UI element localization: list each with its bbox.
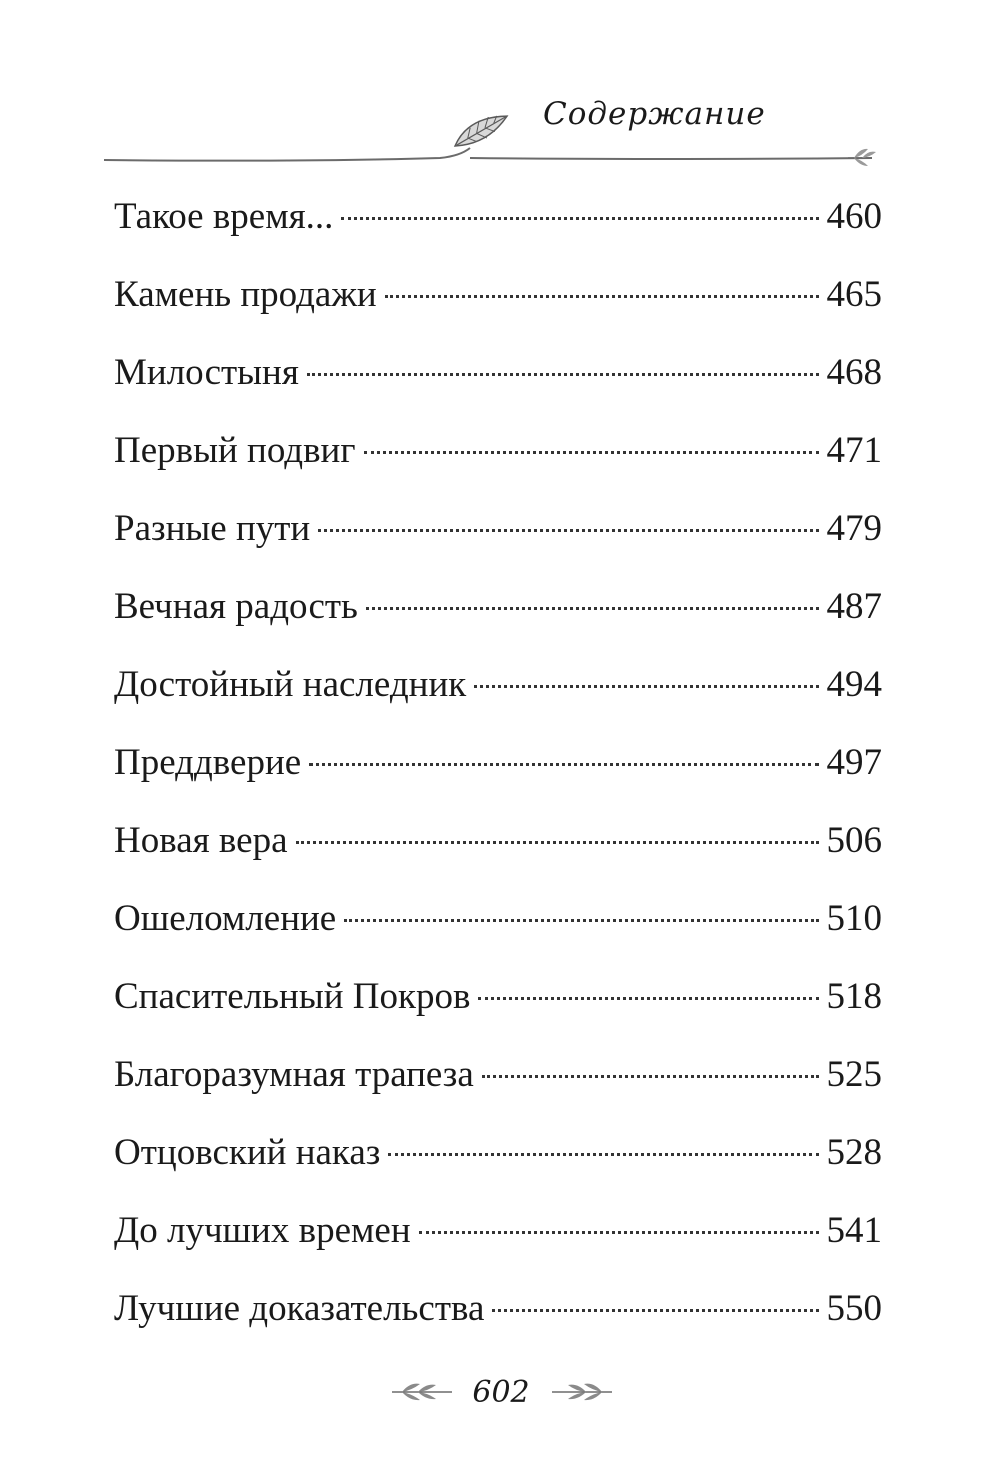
toc-entry-title: Разные пути	[114, 508, 311, 549]
toc-entry-page: 541	[826, 1210, 882, 1251]
toc-entry	[114, 1046, 882, 1124]
toc-entry-title: Лучшие доказательства	[114, 1288, 485, 1329]
leaf-branch-icon	[0, 0, 1000, 180]
toc-entry-title: Преддверие	[114, 742, 302, 783]
toc-entry	[114, 500, 882, 578]
dot-leader	[318, 529, 818, 532]
toc-entry	[114, 1202, 882, 1280]
toc-entry-title: Такое время...	[114, 196, 334, 237]
toc-entry-page: 510	[826, 898, 882, 939]
toc-entry	[114, 656, 882, 734]
toc-entry-page: 528	[826, 1132, 882, 1173]
toc-entry-title: Новая вера	[114, 820, 288, 861]
page-number: 602	[472, 1375, 530, 1410]
toc-entry	[114, 968, 882, 1046]
toc-entry-page: 460	[826, 196, 882, 237]
toc-entry-page: 518	[826, 976, 882, 1017]
toc-entry-title: Первый подвиг	[114, 430, 356, 471]
dot-leader	[366, 607, 819, 610]
toc-entry-page: 487	[826, 586, 882, 627]
toc-entry-page: 506	[826, 820, 882, 861]
toc-entry-page: 471	[826, 430, 882, 471]
toc-entry	[114, 266, 882, 344]
dot-leader	[474, 685, 818, 688]
toc-entry-title: До лучших времен	[114, 1210, 411, 1251]
toc-entry	[114, 422, 882, 500]
toc-entry-title: Благоразумная трапеза	[114, 1054, 474, 1095]
dot-leader	[296, 841, 819, 844]
toc-entry-page: 479	[826, 508, 882, 549]
dot-leader	[341, 217, 818, 220]
toc-entry-title: Камень продажи	[114, 274, 377, 315]
dot-leader	[309, 763, 818, 766]
dot-leader	[482, 1075, 819, 1078]
toc-entry-page: 465	[826, 274, 882, 315]
page-title: Содержание	[543, 96, 766, 132]
toc-entry	[114, 1280, 882, 1358]
dot-leader	[307, 373, 819, 376]
dot-leader	[388, 1153, 818, 1156]
dot-leader	[478, 997, 818, 1000]
toc-entry-title: Отцовский наказ	[114, 1132, 381, 1173]
dot-leader	[364, 451, 819, 454]
dot-leader	[344, 919, 818, 922]
toc-entry-page: 525	[826, 1054, 882, 1095]
toc-entry	[114, 344, 882, 422]
toc-entry-title: Достойный наследник	[114, 664, 467, 705]
dot-leader	[419, 1231, 819, 1234]
table-of-contents	[114, 188, 882, 1358]
toc-entry-title: Вечная радость	[114, 586, 358, 627]
toc-entry-page: 468	[826, 352, 882, 393]
toc-entry-title: Ошеломление	[114, 898, 337, 939]
toc-entry-title: Милостыня	[114, 352, 299, 393]
toc-entry	[114, 734, 882, 812]
toc-entry	[114, 188, 882, 266]
toc-entry	[114, 578, 882, 656]
page-footer	[0, 1360, 1000, 1420]
toc-entry-page: 494	[826, 664, 882, 705]
toc-entry	[114, 1124, 882, 1202]
toc-entry-page: 550	[826, 1288, 882, 1329]
toc-entry	[114, 812, 882, 890]
toc-entry	[114, 890, 882, 968]
toc-entry-title: Спасительный Покров	[114, 976, 471, 1017]
page-header	[0, 0, 1000, 180]
dot-leader	[492, 1309, 818, 1312]
dot-leader	[385, 295, 819, 298]
toc-entry-page: 497	[826, 742, 882, 783]
